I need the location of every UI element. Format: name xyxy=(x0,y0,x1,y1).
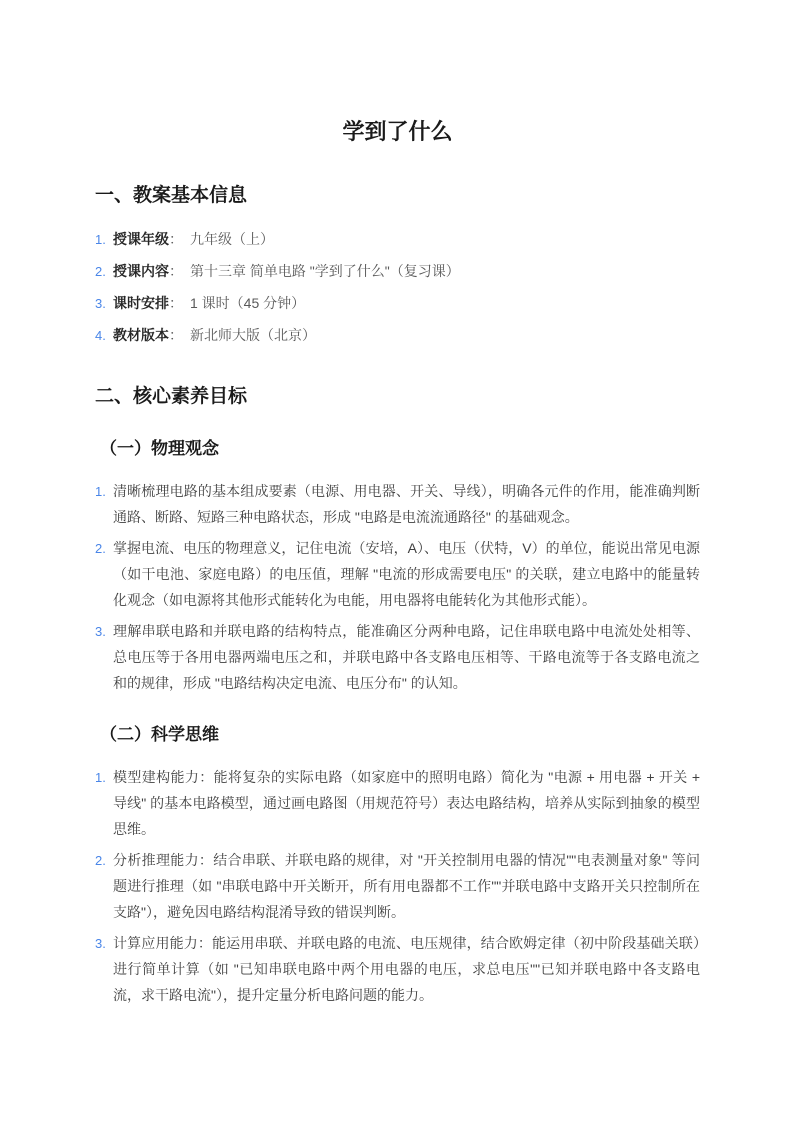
item-number: 3. xyxy=(95,296,106,311)
item-label: 授课内容 xyxy=(113,263,169,279)
item-label: 课时安排 xyxy=(113,295,169,311)
item-separator: ： xyxy=(169,263,183,279)
item-text: 计算应用能力：能运用串联、并联电路的电流、电压规律，结合欧姆定律（初中阶段基础关联）进行简单计算（如 "已知串联电路中两个用电器的电压，求总电压""已知并联电路中各支路电流，求干路电流"），提升定量分析电路问题的能力。 xyxy=(113,935,700,1003)
list-item xyxy=(95,478,700,530)
item-number: 1. xyxy=(95,484,106,499)
item-text: 理解串联电路和并联电路的结构特点，能准确区分两种电路，记住串联电路中电流处处相等、总电压等于各用电器两端电压之和，并联电路中各支路电压相等、干路电流等于各支路电流之和的规律，形成 "电路结构决定电流、电压分布" 的认知。 xyxy=(113,623,700,691)
section-heading-core-literacy: 二、核心素养目标 xyxy=(95,386,248,407)
list-item xyxy=(95,618,700,696)
item-text: 掌握电流、电压的物理意义，记住电流（安培，A）、电压（伏特，V）的单位，能说出常见电源（如干电池、家庭电路）的电压值，理解 "电流的形成需要电压" 的关联，建立电路中的能量转化观念（如电源将其他形式能转化为电能，用电器将电能转化为其他形式能）。 xyxy=(113,540,700,608)
item-label: 授课年级 xyxy=(113,231,169,247)
subsection-heading-physics-concepts: （一）物理观念 xyxy=(100,439,219,458)
list-item xyxy=(95,930,700,1008)
item-text: 模型建构能力：能将复杂的实际电路（如家庭中的照明电路）简化为 "电源 + 用电器 + 开关 + 导线" 的基本电路模型，通过画电路图（用规范符号）表达电路结构，培养从实际到抽象的模型思维。 xyxy=(113,769,700,837)
item-separator: ： xyxy=(169,231,183,247)
item-number: 1. xyxy=(95,232,106,247)
item-value: 九年级（上） xyxy=(190,231,274,247)
item-text: 清晰梳理电路的基本组成要素（电源、用电器、开关、导线），明确各元件的作用，能准确判断通路、断路、短路三种电路状态，形成 "电路是电流流通路径" 的基础观念。 xyxy=(113,483,700,525)
doc-title: 学到了什么 xyxy=(342,119,453,144)
item-value: 新北师大版（北京） xyxy=(190,327,316,343)
item-separator: ： xyxy=(169,327,183,343)
basic-info-list xyxy=(95,226,700,349)
physics-concepts-list xyxy=(95,478,700,696)
item-value: 1 课时（45 分钟） xyxy=(190,295,306,311)
basic-info-item-duration xyxy=(95,290,700,317)
basic-info-item-grade xyxy=(95,226,700,253)
item-number: 4. xyxy=(95,328,106,343)
item-number: 2. xyxy=(95,264,106,279)
list-item xyxy=(95,535,700,613)
list-item xyxy=(95,847,700,925)
item-number: 3. xyxy=(95,936,106,951)
item-label: 教材版本 xyxy=(113,327,169,343)
item-value: 第十三章 简单电路 "学到了什么"（复习课） xyxy=(190,263,460,279)
section-heading-basic-info: 一、教案基本信息 xyxy=(95,185,248,206)
item-number: 1. xyxy=(95,770,106,785)
item-separator: ： xyxy=(169,295,183,311)
scientific-thinking-list xyxy=(95,764,700,1008)
basic-info-item-content xyxy=(95,258,700,285)
subsection-heading-scientific-thinking: （二）科学思维 xyxy=(100,725,219,744)
item-number: 3. xyxy=(95,624,106,639)
basic-info-item-textbook xyxy=(95,322,700,349)
item-text: 分析推理能力：结合串联、并联电路的规律，对 "开关控制用电器的情况""电表测量对象" 等问题进行推理（如 "串联电路中开关断开，所有用电器都不工作""并联电路中支路开关只控制所在支路"），避免因电路结构混淆导致的错误判断。 xyxy=(113,852,700,920)
item-number: 2. xyxy=(95,853,106,868)
list-item xyxy=(95,764,700,842)
item-number: 2. xyxy=(95,541,106,556)
